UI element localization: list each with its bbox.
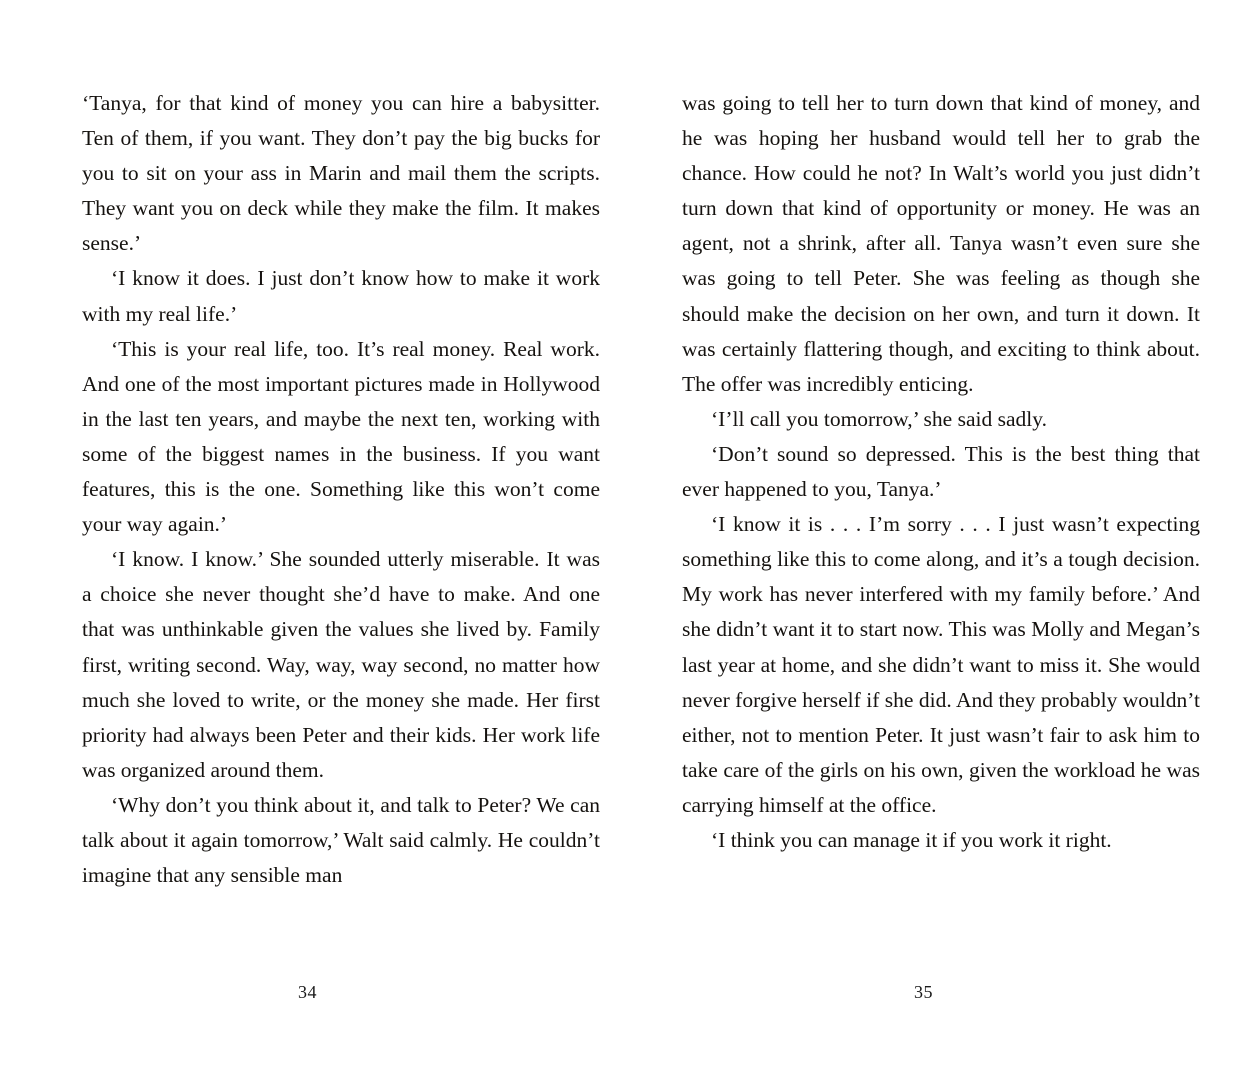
paragraph: was going to tell her to turn down that kind of money, and he was hoping her husband would tell her to grab the chance. How could he not? In Walt’s world you just didn’t turn down that kind of opportunity or money. He was an agent, not a shrink, after all. Tanya wasn’t even sure she was going to tell Peter. She was feeling as though she should make the decision on her own, and turn it down. It was certainly flattering though, and exciting to think about. The offer was incredibly enticing. (682, 91, 1200, 396)
page-number-right: 35 (914, 982, 933, 1002)
paragraph: ‘I know. I know.’ She sounded utterly miserable. It was a choice she never thought she’d have to make. And one that was unthinkable given the values she lived by. Family first, writing second. Way, way, way second, no matter how much she loved to write, or the money she made. Her first priority had always been Peter and their kids. Her work life was organized around them. (82, 547, 600, 782)
paragraph: ‘Tanya, for that kind of money you can hire a babysitter. Ten of them, if you want. They don’t pay the big bucks for you to sit on your ass in Marin and mail them the scripts. They want you on deck while they make the film. It makes sense.’ (82, 91, 600, 256)
paragraph: ‘Why don’t you think about it, and talk to Peter? We can talk about it again tomorrow,’ Walt said calmly. He couldn’t imagine that any sensible man (82, 792, 600, 888)
paragraph: ‘Don’t sound so depressed. This is the best thing that ever happened to you, Tanya.’ (682, 441, 1200, 502)
paragraph: ‘I know it is . . . I’m sorry . . . I just wasn’t expecting something like this to come along, and it’s a tough decision. My work has never interfered with my family before.’ And she didn’t want it to start now. This was Molly and Megan’s last year at home, and she didn’t want to miss it. She would never forgive herself if she did. And they probably wouldn’t either, not to mention Peter. It just wasn’t fair to ask him to take care of the girls on his own, given the workload he was carrying himself at the office. (682, 512, 1200, 817)
page-left-text-column (82, 86, 600, 893)
paragraph: ‘This is your real life, too. It’s real money. Real work. And one of the most important pictures made in Hollywood in the last ten years, and maybe the next ten, working with some of the biggest names in the business. If you want features, this is the one. Something like this won’t come your way again.’ (82, 336, 600, 537)
paragraph: ‘I’ll call you tomorrow,’ she said sadly. (711, 406, 1047, 431)
paragraph: ‘I know it does. I just don’t know how to make it work with my real life.’ (82, 266, 600, 326)
page-right-text-column (682, 86, 1200, 858)
page-right (629, 0, 1258, 1080)
page-number-left: 34 (298, 982, 317, 1002)
paragraph: ‘I think you can manage it if you work it right. (711, 827, 1112, 852)
